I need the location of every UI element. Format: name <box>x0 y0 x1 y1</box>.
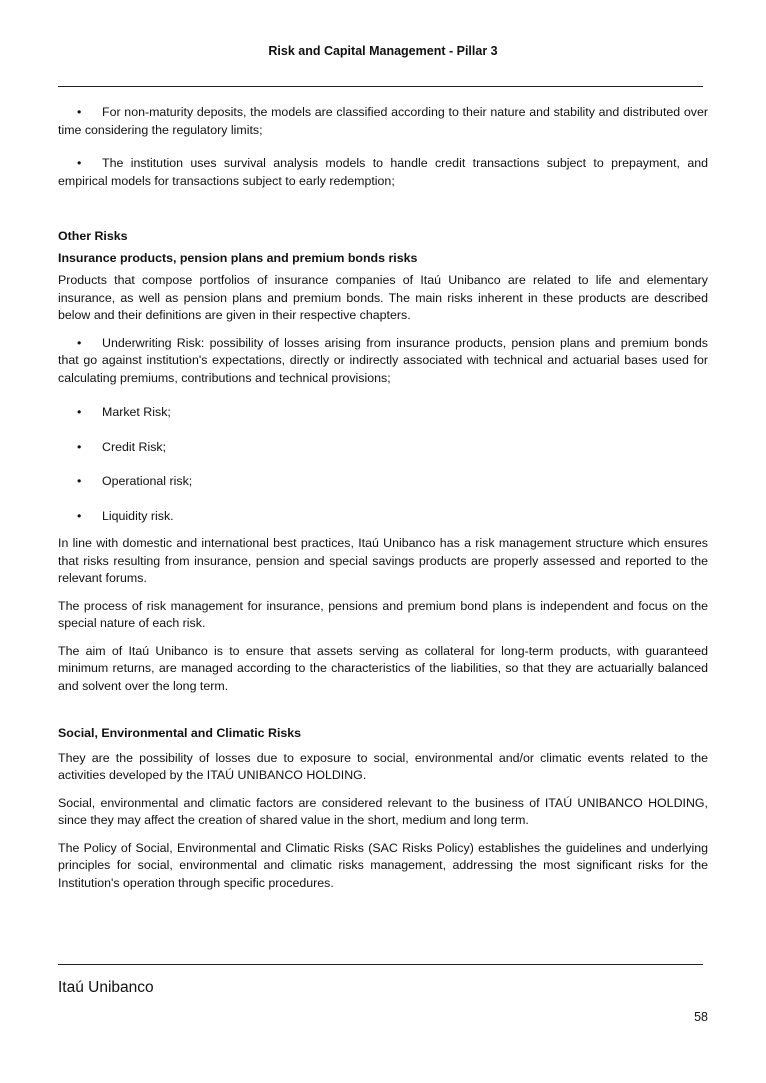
bullet-icon: • <box>77 508 82 523</box>
bullet-item <box>58 335 708 388</box>
bullet-item <box>58 104 708 139</box>
bullet-text: Operational risk; <box>102 474 193 488</box>
bullet-text: Credit Risk; <box>102 439 167 454</box>
page-content <box>58 104 708 892</box>
section-heading: Other Risks <box>58 229 128 243</box>
header-rule <box>58 86 703 87</box>
bullet-text: For non-maturity deposits, the models are classified according to their nature and stability and distributed over time considering the regulatory limits; <box>58 105 708 137</box>
bullet-icon: • <box>77 105 82 119</box>
subsection-heading: Insurance products, pension plans and premium bonds risks <box>58 250 418 265</box>
bullet-icon: • <box>77 335 82 350</box>
bullet-icon: • <box>77 439 82 454</box>
bullet-text: Underwriting Risk: possibility of losses arising from insurance products, pension plans and premium bonds that go against institution's expectations, directly or indirectly associated with technical and actuarial bases used for calculating premiums, contributions and technical provisions; <box>58 335 708 385</box>
bullet-item <box>58 404 708 422</box>
paragraph: Products that compose portfolios of insurance companies of Itaú Unibanco are related to life and elementary insurance, as well as pension plans and premium bonds. The main risks inherent in these products are described below and their definitions are given in their respective chapters. <box>58 273 708 322</box>
paragraph: They are the possibility of losses due to exposure to social, environmental and/or climatic events related to the activities developed by the ITAÚ UNIBANCO HOLDING. <box>58 750 708 782</box>
bullet-item <box>58 439 708 457</box>
section-heading: Social, Environmental and Climatic Risks <box>58 726 302 740</box>
bullet-icon: • <box>77 405 82 419</box>
bullet-item <box>58 473 708 491</box>
bullet-item <box>58 155 708 190</box>
paragraph: The aim of Itaú Unibanco is to ensure that assets serving as collateral for long-term products, with guaranteed minimum returns, are managed according to the characteristics of the liabilities, so that they are actuarially balanced and solvent over the long term. <box>58 643 708 693</box>
paragraph: The Policy of Social, Environmental and Climatic Risks (SAC Risks Policy) establishes the guidelines and underlying principles for social, environmental and climatic risks management, addressing the most significant risks for the Institution's operation through specific procedures. <box>58 840 708 890</box>
paragraph: The process of risk management for insurance, pensions and premium bond plans is independent and focus on the special nature of each risk. <box>58 598 708 630</box>
bullet-item <box>58 508 708 526</box>
footer-brand: Itaú Unibanco <box>58 979 154 996</box>
bullet-text: Market Risk; <box>102 405 171 419</box>
footer-rule <box>58 964 703 965</box>
bullet-icon: • <box>77 156 82 170</box>
paragraph: Social, environmental and climatic factors are considered relevant to the business of ITAÚ UNIBANCO HOLDING, since they may affect the creation of shared value in the short, medium and long term. <box>58 795 708 827</box>
page-header-title: Risk and Capital Management - Pillar 3 <box>268 44 498 58</box>
bullet-icon: • <box>77 474 82 488</box>
paragraph: In line with domestic and international best practices, Itaú Unibanco has a risk management structure which ensures that risks resulting from insurance, pension and special savings products are properly assessed and reported to the relevant forums. <box>58 536 708 585</box>
bullet-text: Liquidity risk. <box>102 508 174 523</box>
bullet-text: The institution uses survival analysis models to handle credit transactions subject to prepayment, and empirical models for transactions subject to early redemption; <box>58 156 708 188</box>
page-number: 58 <box>694 1010 708 1024</box>
